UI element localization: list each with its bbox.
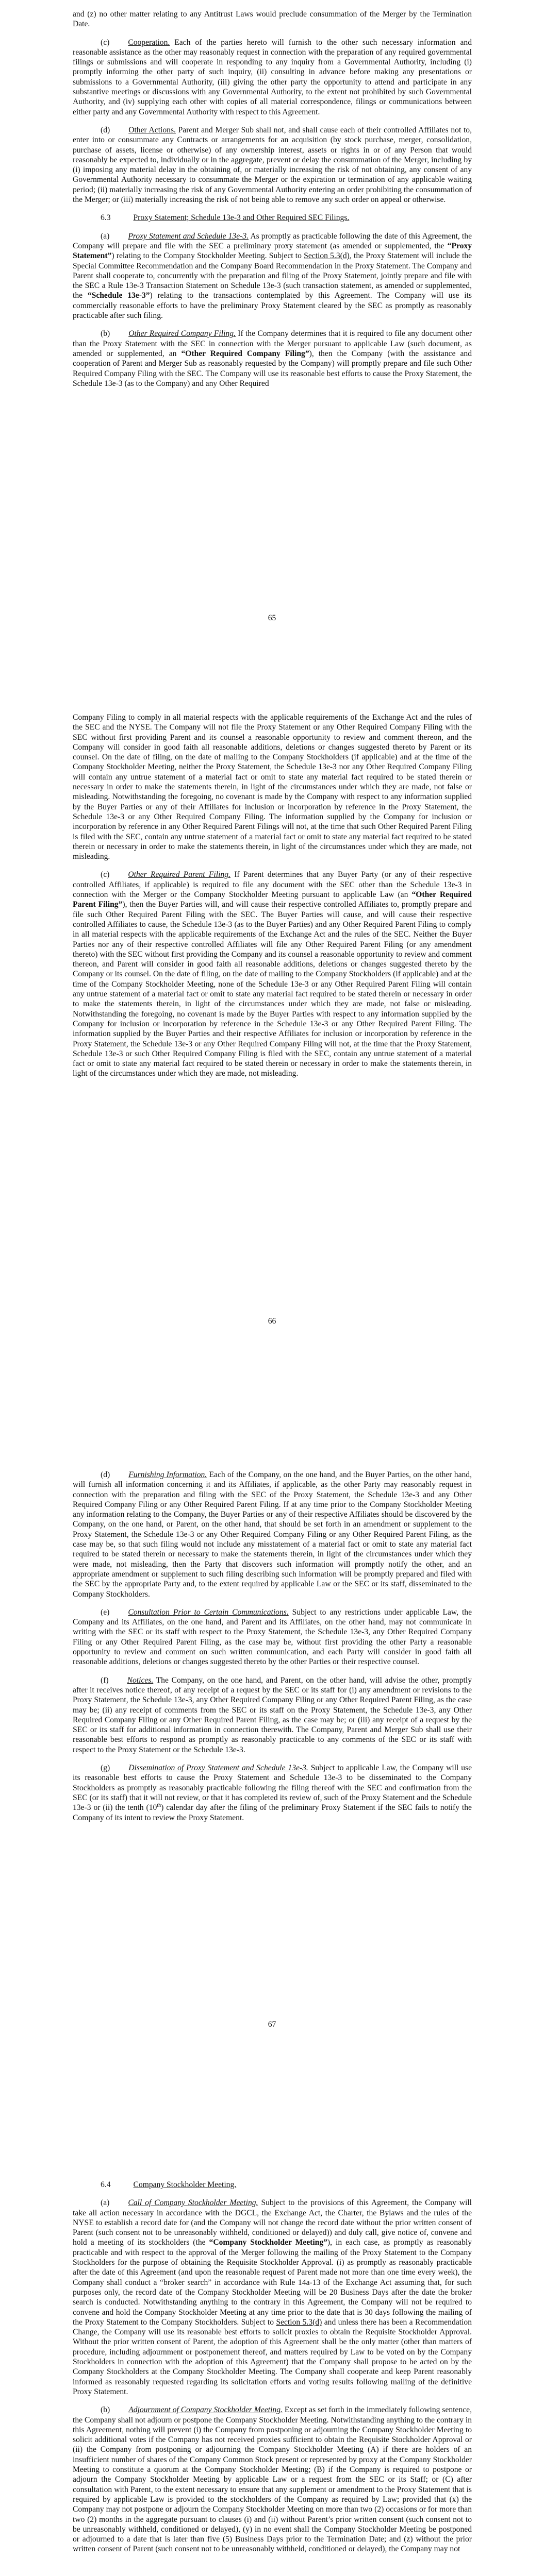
page-67 [0, 1406, 544, 2110]
page-68 [0, 2110, 544, 2576]
paragraph-number: (e) [101, 1607, 110, 1617]
paragraph-number: (f) [101, 1675, 109, 1685]
page-65 [0, 0, 544, 703]
paragraph-a-proxy-statement: (a) Proxy Statement and Schedule 13e-3. As promptly as practicable following the date of this Agreement, the Company will prepare and file with the SEC a preliminary proxy statement (as amended or supplemented, the “Proxy Statement”) relating to the Company Stockholder Meeting. Subject to Section 5.3(d), the Proxy Statement will include the Special Committee Recommendation and the Company Board Recommendation in the Proxy Statement. The Company and Parent shall cooperate to, concurrently with the preparation and filing of the Proxy Statement, jointly prepare and file with the SEC a Rule 13e-3 Transaction Statement on Schedule 13e-3 (such transaction statement, as amended or supplemented, the “Schedule 13e-3”) relating to the transactions contemplated by this Agreement. The Company will use its commercially reasonable efforts to have the preliminary Proxy Statement cleared by the SEC as promptly as reasonably practicable after such filing. [73, 231, 472, 320]
page-66 [0, 703, 544, 1406]
paragraph-heading: Dissemination of Proxy Statement and Schedule 13e-3. [128, 1764, 308, 1773]
paragraph-d-furnishing-information: (d) Furnishing Information. Each of the Company, on the one hand, and the Buyer Parties, on the other hand, will furnish all information concerning it and its Affiliates, if applicable, as the other Party may reasonably request in connection with the preparation and filing with the SEC of the Proxy Statement, the Schedule 13e-3 and any Other Required Company Filing or any Other Required Parent Filing. If at any time prior to the Company Stockholder Meeting any information relating to the Company, the Buyer Parties or any of their respective Affiliates should be discovered by the Company, on the one hand, or Parent, on the other hand, that should be set forth in an amendment or supplement to the Proxy Statement, the Schedule 13e-3 or any Other Required Company Filing or any Other Required Parent Filing, as the case may be, so that such filing would not include any misstatement of a material fact or omit to state any material fact required to be stated therein or necessary to make the statements therein, in light of the circumstances under which they were made, not misleading, then the Party that discovers such information will promptly notify the other, and an appropriate amendment or supplement to such filing describing such information will be promptly prepared and filed with the SEC by the appropriate Party and, to the extent required by applicable Law or the SEC or its staff, disseminated to the Company Stockholders. [73, 1470, 472, 1599]
defined-term: “Other Required Parent Filing” [73, 890, 472, 909]
section-heading-6-3 [73, 213, 472, 223]
paragraph-number: (d) [101, 1470, 110, 1479]
paragraph-number: (c) [101, 38, 110, 47]
defined-term: “Company Stockholder Meeting” [209, 2238, 327, 2247]
paragraph-number: (c) [101, 870, 110, 879]
paragraph-c-other-required-parent-filing: (c) Other Required Parent Filing. If Parent determines that any Buyer Party (or any of their respective controlled Affiliates, if applicable) is required to file any document with the SEC other than the Schedule 13e-3 in connection with the Merger or the Company Stockholder Meeting pursuant to applicable Law (an “Other Required Parent Filing”), then the Buyer Parties will, and will cause their respective controlled Affiliates to, promptly prepare and file such Other Required Parent Filing with the SEC. The Buyer Parties will cause, and will cause their respective controlled Affiliates to cause, the Schedule 13e-3 (as to the Buyer Parties) and any Other Required Parent Filing to comply in all material respects with the applicable requirements of the Exchange Act and the rules of the SEC. Neither the Buyer Parties nor any of their respective controlled Affiliates will file any Other Required Parent Filing (or any amendment thereto) with the SEC without first providing the Company and its counsel a reasonable opportunity to review and comment thereon, and Parent will consider in good faith all reasonable additions, deletions or changes suggested thereto by the Company or its counsel. On the date of filing, on the date of mailing to the Company Stockholders (if applicable) and at the time of the Company Stockholder Meeting, none of the Schedule 13e-3 or any Other Required Parent Filing will contain any untrue statement of a material fact or omit to state any material fact required to be stated therein or necessary in order to make the statements therein, in light of the circumstances under which they are made, not false or misleading. Notwithstanding the foregoing, no covenant is made by the Buyer Parties with respect to any information supplied by the Company for inclusion or incorporation by reference in the Schedule 13e-3 or any Other Required Parent Filing. The information supplied by the Buyer Parties and their respective Affiliates for inclusion or incorporation by reference in the Proxy Statement, the Schedule 13e-3 or any Other Required Company Filing will not, at the time that the Proxy Statement, Schedule 13e-3 or such Other Required Company Filing is filed with the SEC, contain any untrue statement of a material fact or omit to state any material fact required to be stated therein or necessary in order to make the statements therein, in light of the circumstances under which they are made, not misleading. [73, 870, 472, 1078]
paragraph-number: (a) [101, 231, 110, 241]
defined-term: “Schedule 13e-3” [87, 291, 150, 300]
paragraph-e-consultation: (e) Consultation Prior to Certain Communications. Subject to any restrictions under applicable Law, the Company and its Affiliates, on the one hand, and Parent and its Affiliates, on the other hand, may not communicate in writing with the SEC or its staff with respect to the Proxy Statement, the Schedule 13e-3, any Other Required Company Filing or any Other Required Parent Filing, as the case may be, without first providing the other Party a reasonable opportunity to review and comment on such written communication, and each Party will consider in good faith all reasonable additions, deletions or changes suggested thereto by the other Parties or their respective counsel. [73, 1607, 472, 1667]
paragraph-f-notices: (f) Notices. The Company, on the one hand, and Parent, on the other hand, will advise the other, promptly after it receives notice thereof, of any receipt of a request by the SEC or its staff for (i) any amendment or revisions to the Proxy Statement, the Schedule 13e-3, any Other Required Company Filing or any Other Required Parent Filing, as the case may be; (ii) any receipt of comments from the SEC or its staff on the Proxy Statement, the Schedule 13e-3, any Other Required Company Filing or any Other Required Parent Filing, as the case may be; or (iii) any receipt of a request by the SEC or its staff for additional information in connection therewith. The Company, Parent and Merger Sub shall use their reasonable best efforts to respond as promptly as reasonably practicable to any comments of the SEC or its staff with respect to the Proxy Statement or the Schedule 13e-3. [73, 1675, 472, 1754]
paragraph-g-dissemination: (g) Dissemination of Proxy Statement and Schedule 13e-3. Subject to applicable Law, the Company will use its reasonable best efforts to cause the Proxy Statement and Schedule 13e-3 to be disseminated to the Company Stockholders as promptly as reasonably practicable following the filing thereof with the SEC and confirmation from the SEC (or its staff) that it will not review, or that it has completed its review of, such of the Proxy Statement and the Schedule 13e-3 or (ii) the tenth (10th) calendar day after the filing of the preliminary Proxy Statement if the SEC fails to notify the Company of its intent to review the Proxy Statement. [73, 1764, 472, 1822]
paragraph-b-adjournment: (b) Adjournment of Company Stockholder Meeting. Except as set forth in the immediately following sentence, the Company shall not adjourn or postpone the Company Stockholder Meeting. Notwithstanding anything to the contrary in this Agreement, nothing will prevent (i) the Company from postponing or adjourning the Company Stockholder Meeting to solicit additional votes if the Company has not received proxies sufficient to obtain the Requisite Stockholder Approval or (ii) the Company from postponing or adjourning the Company Stockholder Meeting (A) if there are holders of an insufficient number of shares of the Company Common Stock present or represented by proxy at the Company Stockholder Meeting to constitute a quorum at the Company Stockholder Meeting; (B) if the Company is required to postpone or adjourn the Company Stockholder Meeting by applicable Law or a request from the SEC or its Staff; or (C) after consultation with Parent, to the extent necessary to ensure that any supplement or amendment to the Proxy Statement that is required by applicable Law is provided to the stockholders of the Company as required by Law; provided that (x) the Company may not postpone or adjourn the Company Stockholder Meeting on more than two (2) occasions or for more than two (2) months in the aggregate pursuant to clauses (i) and (ii) without Parent’s prior written consent (such consent not to be unreasonably withheld, conditioned or delayed), (y) in no event shall the Company Stockholder Meeting be postponed or adjourned to a date that is later than five (5) Business Days prior to the Termination Date; and (z) without the prior written consent of Parent (such consent not to be unreasonably withheld, conditioned or delayed), the Company may not [73, 2405, 472, 2554]
page-body [73, 1470, 472, 1831]
paragraph-b-other-required-company-filing: (b) Other Required Company Filing. If the Company determines that it is required to file any document other than the Proxy Statement with the SEC in connection with the Merger pursuant to applicable Law (such document, as amended or supplemented, an “Other Required Company Filing”), then the Company (with the assistance and cooperation of Parent and Merger Sub as reasonably requested by the Company) will promptly prepare and file such Other Required Company Filing with the SEC. The Company will use its reasonable best efforts to cause the Proxy Statement, the Schedule 13e-3 (as to the Company) and any Other Required [73, 329, 472, 388]
paragraph-heading: Cooperation. [128, 38, 170, 47]
paragraph-number: (g) [101, 1764, 110, 1773]
paragraph-number: (b) [101, 2405, 110, 2415]
page-body [73, 713, 472, 1087]
paragraph-a-call-of-meeting: (a) Call of Company Stockholder Meeting. Subject to the provisions of this Agreement, the Company will take all action necessary in accordance with the DGCL, the Exchange Act, the Charter, the Bylaws and the rules of the NYSE to establish a record date for (and the Company will not change the record date without the prior written consent of Parent (such consent not to be unreasonably withheld, conditioned or delayed)) and duly call, give notice of, convene and hold a meeting of its stockholders (the “Company Stockholder Meeting”), in each case, as promptly as reasonably practicable and with respect to the approval of the Merger following the mailing of the Proxy Statement to the Company Stockholders for the purpose of obtaining the Requisite Stockholder Approval. (i) as promptly as reasonably practicable after the date of this Agreement (and upon the reasonable request of Parent made not more than one time every week), the Company shall conduct a “broker search” in accordance with Rule 14a-13 of the Exchange Act assuming that, for such purposes only, the record date of the Company Stockholder Meeting will be 20 Business Days after the date the broker search is conducted. Notwithstanding anything to the contrary in this Agreement, the Company will not be required to convene and hold the Company Stockholder Meeting at any time prior to the date that is 30 days following the mailing of the Proxy Statement to the Company Stockholders. Subject to Section 5.3(d) and unless there has been a Recommendation Change, the Company will use its reasonable best efforts to solicit proxies to obtain the Requisite Stockholder Approval. Without the prior written consent of Parent, the adoption of this Agreement shall be the only matter (other than matters of procedure, including adjournment or postponement thereof, and matters required by Law to be voted on by the Company Stockholders in connection with the adoption of this Agreement) that the Company shall propose to be acted on by the Company Stockholders at the Company Stockholder Meeting. The Company shall cooperate and keep Parent reasonably informed as reasonably requested regarding its solicitation efforts and voting results following mailing of the definitive Proxy Statement. [73, 2198, 472, 2396]
paragraph-heading: Call of Company Stockholder Meeting. [128, 2198, 258, 2208]
section-number: 6.3 [101, 213, 111, 223]
page-number: 66 [268, 1317, 276, 1326]
page-body [73, 9, 472, 397]
paragraph-heading: Furnishing Information. [128, 1470, 207, 1479]
paragraph: and (z) no other matter relating to any Antitrust Laws would preclude consummation of the Merger by the Termination Date. [73, 10, 472, 29]
paragraph-heading: Notices. [127, 1675, 154, 1685]
section-cross-reference[interactable]: Section 5.3(d) [276, 2317, 322, 2327]
section-number: 6.4 [101, 2180, 111, 2189]
paragraph-heading: Adjournment of Company Stockholder Meeting. [128, 2405, 283, 2415]
page-number: 67 [268, 2020, 276, 2029]
section-cross-reference[interactable]: Section 5.3(d) [304, 251, 350, 261]
section-heading-6-4 [73, 2180, 472, 2190]
page-number: 65 [268, 614, 276, 622]
paragraph-c-cooperation: (c) Cooperation. Each of the parties hereto will furnish to the other such necessary information and reasonable assistance as the other may reasonably request in connection with the preparation of any required governmental filings or submissions and will cooperate in responding to any inquiry from a Governmental Authority, including (i) promptly informing the other party of such inquiry, (ii) consulting in advance before making any presentations or submissions to a Governmental Authority, (iii) giving the other party the opportunity to attend and participate in any substantive meetings or discussions with any Governmental Authority, to the extent not prohibited by such Governmental Authority, and (iv) supplying each other with copies of all material correspondence, filings or communications between either party and any Governmental Authority with respect to this Agreement. [73, 38, 472, 116]
paragraph-number: (b) [101, 329, 110, 338]
page-body [73, 2180, 472, 2563]
paragraph-heading: Other Actions. [128, 125, 176, 134]
paragraph-heading: Consultation Prior to Certain Communications. [128, 1607, 289, 1617]
section-title: Company Stockholder Meeting. [133, 2180, 237, 2189]
paragraph-heading: Other Required Parent Filing. [128, 870, 230, 879]
paragraph-heading: Other Required Company Filing. [128, 329, 236, 338]
defined-term: “Other Required Company Filing” [181, 349, 309, 358]
paragraph-d-other-actions: (d) Other Actions. Parent and Merger Sub shall not, and shall cause each of their controlled Affiliates not to, enter into or consummate any Contracts or arrangements for an acquisition (by stock purchase, merger, consolidation, purchase of assets, license or otherwise) of any ownership interest, assets or rights in or of any Person that would reasonably be expected to, individually or in the aggregate, prevent or delay the consummation of the Merger, including by (i) imposing any material delay in the obtaining of, or materially increasing the risk of not obtaining, any consent of any Governmental Authority necessary to consummate the Merger or the expiration or termination of any applicable waiting period; (ii) materially increasing the risk of any Governmental Authority entering an order prohibiting the consummation of the Merger; or (iii) materially increasing the risk of not being able to remove any such order on appeal or otherwise. [73, 125, 472, 205]
defined-term: “Proxy Statement” [73, 241, 472, 261]
paragraph-number: (d) [101, 125, 110, 134]
paragraph-number: (a) [101, 2198, 110, 2208]
paragraph-heading: Proxy Statement and Schedule 13e-3. [128, 231, 249, 241]
paragraph: Company Filing to comply in all material respects with the applicable requirements of the Exchange Act and the rules of the SEC and the NYSE. The Company will not file the Proxy Statement or any Other Required Company Filing with the SEC without first providing Parent and its counsel a reasonable opportunity to review and comment thereon, and the Company will consider in good faith all reasonable additions, deletions or changes suggested thereto by Parent or its counsel. On the date of filing, on the date of mailing to the Company Stockholders (if applicable) and at the time of the Company Stockholder Meeting, neither the Proxy Statement, the Schedule 13e-3 nor any Other Required Company Filing will contain any untrue statement of a material fact or omit to state any material fact required to be stated therein or necessary in order to make the statements therein, in light of the circumstances under which they are made, not false or misleading. Notwithstanding the foregoing, no covenant is made by the Company with respect to any information supplied by the Buyer Parties or any of their Affiliates for inclusion or incorporation by reference in the Proxy Statement, the Schedule 13e-3 or any Other Required Company Filing. The information supplied by the Company for inclusion or incorporation by reference in any Other Required Parent Filings will not, at the time that such Other Required Parent Filing is filed with the SEC, contain any untrue statement of a material fact or omit to state any material fact required to be stated therein or necessary in order to make the statements therein, in light of the circumstances under which they are made, not misleading. [73, 713, 472, 861]
ordinal-superscript: th [157, 1803, 161, 1809]
section-title: Proxy Statement; Schedule 13e-3 and Other Required SEC Filings. [133, 213, 350, 223]
